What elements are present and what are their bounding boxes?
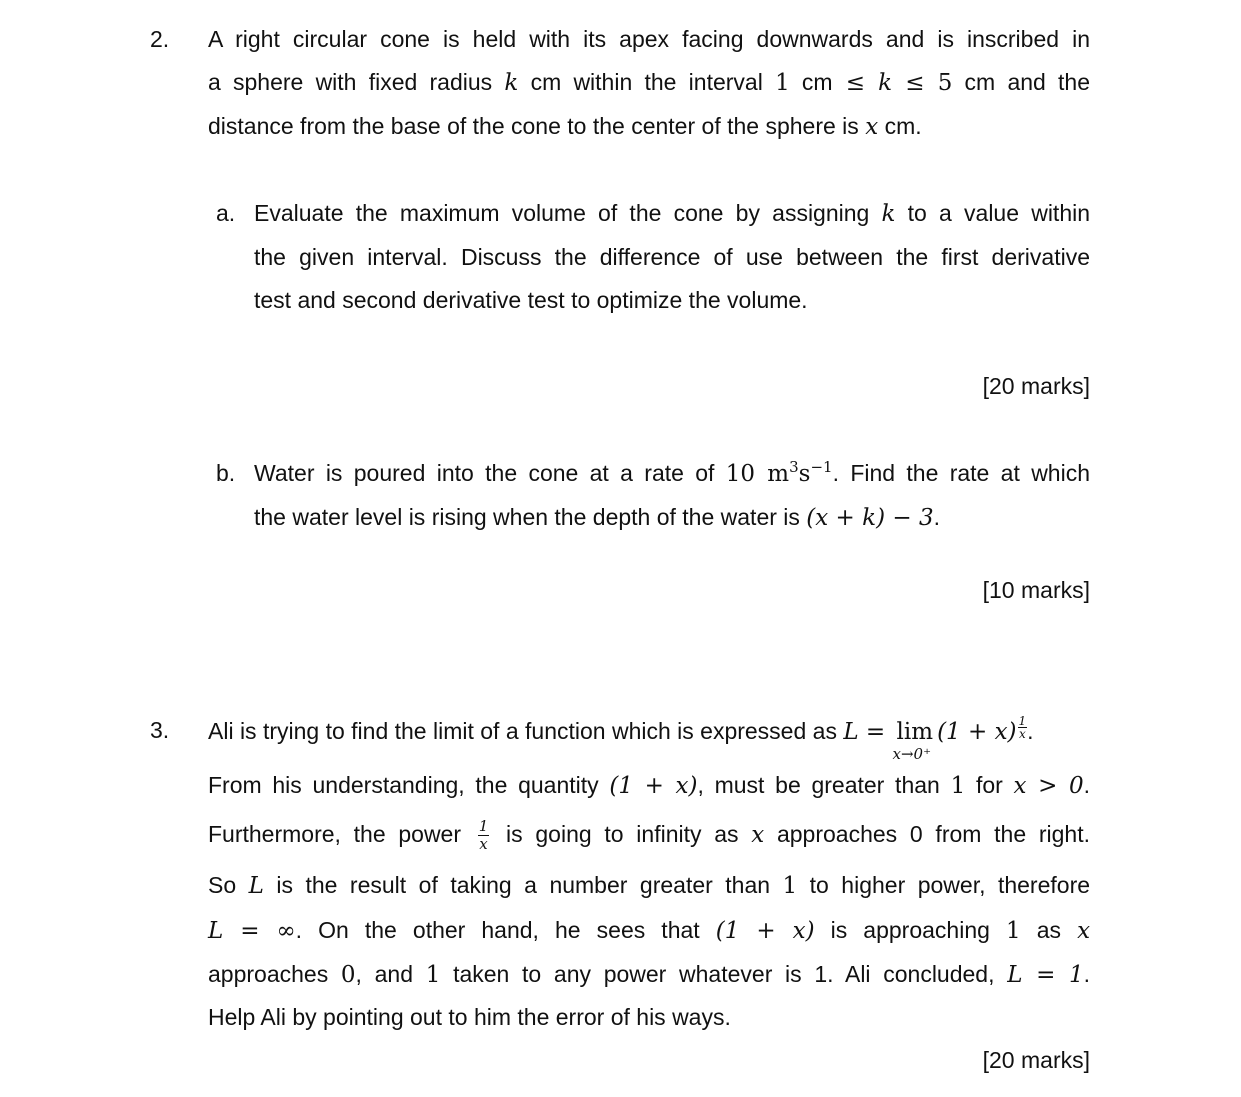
question-2-number: 2. [150, 26, 170, 52]
q3-line-1: Ali is trying to find the limit of a function which is expressed as L = lim x→0⁺ (1 + x) $\frac{1}{x}$ . [208, 714, 1034, 763]
q3-line-3: Furthermore, the power $\frac{1}{x}$ is going to infinity as x approaches 0 from the right. [208, 817, 1090, 854]
q3-marks: [20 marks] [982, 1047, 1090, 1073]
q3-line-2: From his understanding, the quantity (1 + x), must be greater than 1 for x > 0. [208, 772, 1091, 799]
part-a-line-1: Evaluate the maximum volume of the cone by assigning k to a value within [254, 200, 1091, 227]
q2-stem-line-2: a sphere with fixed radius k cm within the interval 1 cm ≤ k ≤ 5 cm and the [208, 69, 1091, 96]
part-a-line-2: the given interval. Discuss the difference of use between the first derivative [254, 244, 1090, 270]
q3-line-5: L = ∞. On the other hand, he sees that (1 + x) is approaching 1 as x [208, 917, 1091, 944]
exponent-fraction: $\frac{1}{x}$ [1018, 714, 1027, 741]
question-3-number: 3. [150, 717, 170, 743]
part-b-letter: b. [216, 460, 236, 486]
q2-stem-line-3: distance from the base of the cone to the center of the sphere is x cm. [208, 113, 922, 140]
part-a-marks: [20 marks] [982, 373, 1090, 399]
limit-operator: lim x→0⁺ [892, 719, 934, 763]
part-a-line-3: test and second derivative test to optimize the volume. [254, 287, 808, 313]
power-fraction: $\frac{1}{x}$ [478, 817, 489, 854]
q2-stem-line-1: A right circular cone is held with its apex facing downwards and is inscribed in [208, 26, 1090, 52]
part-b-marks: [10 marks] [982, 577, 1090, 603]
part-b-line-2: the water level is rising when the depth of the water is (x + k) − 3. [254, 504, 940, 531]
q3-line-4: So L is the result of taking a number greater than 1 to higher power, therefore [208, 872, 1091, 899]
part-b-line-1: Water is poured into the cone at a rate of 10 $m^3s^{-1}$. Find the rate at which [254, 458, 1090, 487]
depth-expression: (x + k) − 3 [806, 505, 934, 531]
q3-line-7: Help Ali by pointing out to him the error of his ways. [208, 1004, 731, 1030]
part-a-letter: a. [216, 200, 236, 226]
q3-line-6: approaches 0, and 1 taken to any power whatever is 1. Ali concluded, L = 1. [208, 961, 1091, 988]
